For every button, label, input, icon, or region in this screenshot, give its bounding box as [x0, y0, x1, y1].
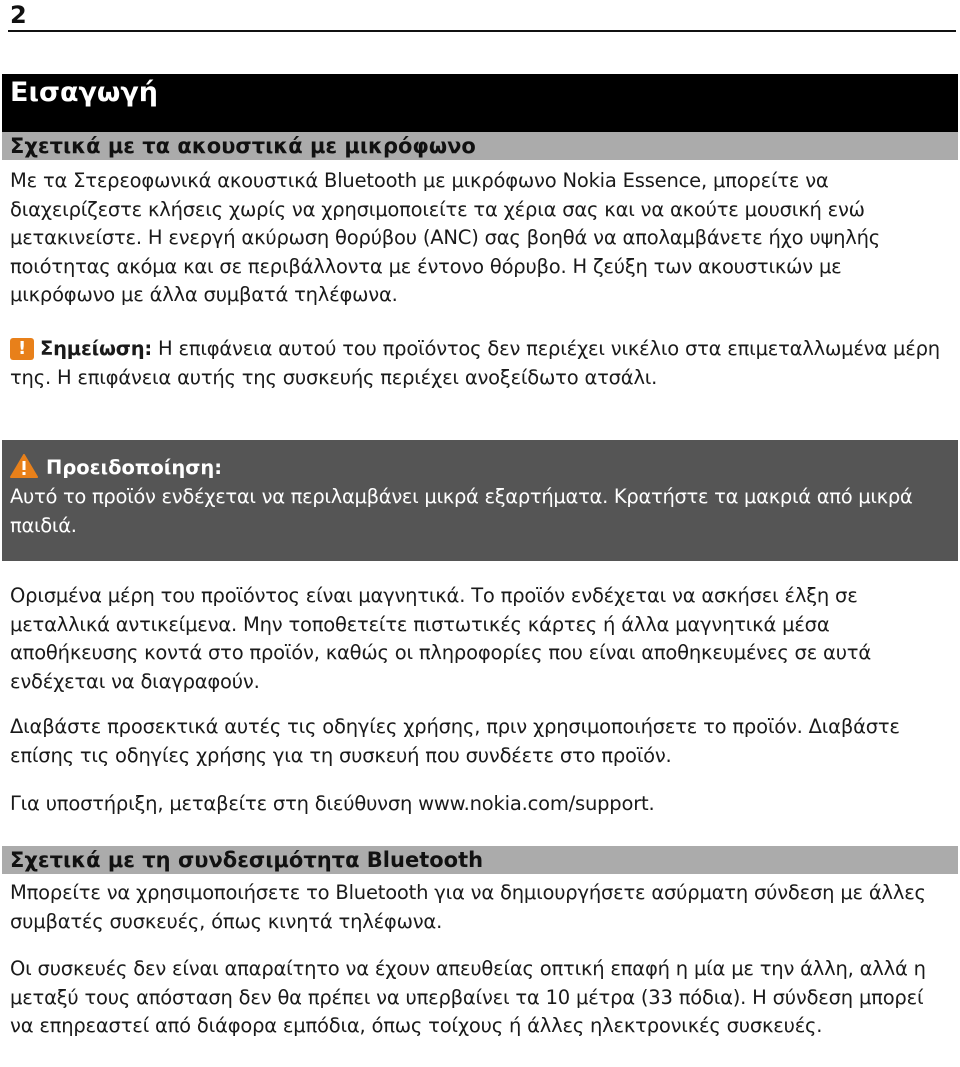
warning-triangle-icon — [10, 454, 38, 478]
header-rule — [8, 30, 956, 32]
note-label: Σημείωση: — [40, 337, 153, 360]
magnetic-paragraph: Ορισμένα μέρη του προϊόντος είναι μαγνητικά. Το προϊόν ενδέχεται να ασκήσει έλξη σε μεταλλικά αντικείμενα. Μην τοποθετείτε πιστωτικές κάρτες ή άλλα μαγνητικά μέσα αποθήκευσης κοντά στο προϊόν, καθώς οι πληροφορίες που είναι αποθηκευμένες σε αυτά ενδέχεται να διαγραφούν. — [10, 584, 871, 693]
chapter-title: Εισαγωγή — [10, 77, 159, 108]
note-paragraph — [10, 335, 950, 392]
section-heading-bluetooth: Σχετικά με τη συνδεσιμότητα Bluetooth — [2, 846, 958, 874]
exclamation-icon: ! — [10, 338, 34, 360]
page-number: 2 — [10, 1, 27, 29]
section-heading-headset: Σχετικά με τα ακουστικά με μικρόφωνο — [2, 132, 958, 160]
bluetooth-paragraph-2: Οι συσκευές δεν είναι απαραίτητο να έχουν απευθείας οπτική επαφή η μία με την άλλη, αλλά η μεταξύ τους απόσταση δεν θα πρέπει να υπερβαίνει τα 10 μέτρα (33 πόδια). Η σύνδεση μπορεί να επηρεαστεί από διάφορα εμπόδια, όπως τοίχους ή άλλες ηλεκτρονικές συσκευές. — [10, 957, 926, 1037]
read-guide-paragraph: Διαβάστε προσεκτικά αυτές τις οδηγίες χρήσης, πριν χρησιμοποιήσετε το προϊόν. Διαβάστε επίσης τις οδηγίες χρήσης για τη συσκευή που συνδέετε στο προϊόν. — [10, 715, 900, 767]
warning-heading — [10, 454, 222, 482]
bluetooth-paragraph-1: Μπορείτε να χρησιμοποιήσετε το Bluetooth για να δημιουργήσετε ασύρματη σύνδεση με άλλες συμβατές συσκευές, όπως κινητά τηλέφωνα. — [10, 881, 926, 933]
note-text: Η επιφάνεια αυτού του προϊόντος δεν περιέχει νικέλιο στα επιμεταλλωμένα μέρη της. Η επιφάνεια αυτής της συσκευής περιέχει ανοξείδωτο ατσάλι. — [10, 337, 940, 389]
support-paragraph: Για υποστήριξη, μεταβείτε στη διεύθυνση www.nokia.com/support. — [10, 792, 655, 815]
headset-intro-paragraph: Με τα Στερεοφωνικά ακουστικά Bluetooth με μικρόφωνο Nokia Essence, μπορείτε να διαχειρίζεστε κλήσεις χωρίς να χρησιμοποιείτε τα χέρια σας και να ακούτε μουσική ενώ μετακινείστε. Η ενεργή ακύρωση θορύβου (ANC) σας βοηθά να απολαμβάνετε ήχο υψηλής ποιότητας ακόμα και σε περιβάλλοντα με έντονο θόρυβο. Η ζεύξη των ακουστικών με μικρόφωνο με άλλα συμβατά τηλέφωνα. — [10, 169, 881, 306]
warning-text: Αυτό το προϊόν ενδέχεται να περιλαμβάνει μικρά εξαρτήματα. Κρατήστε τα μακριά από μικρά παιδιά. — [10, 485, 913, 537]
warning-label: Προειδοποίηση: — [46, 456, 223, 479]
